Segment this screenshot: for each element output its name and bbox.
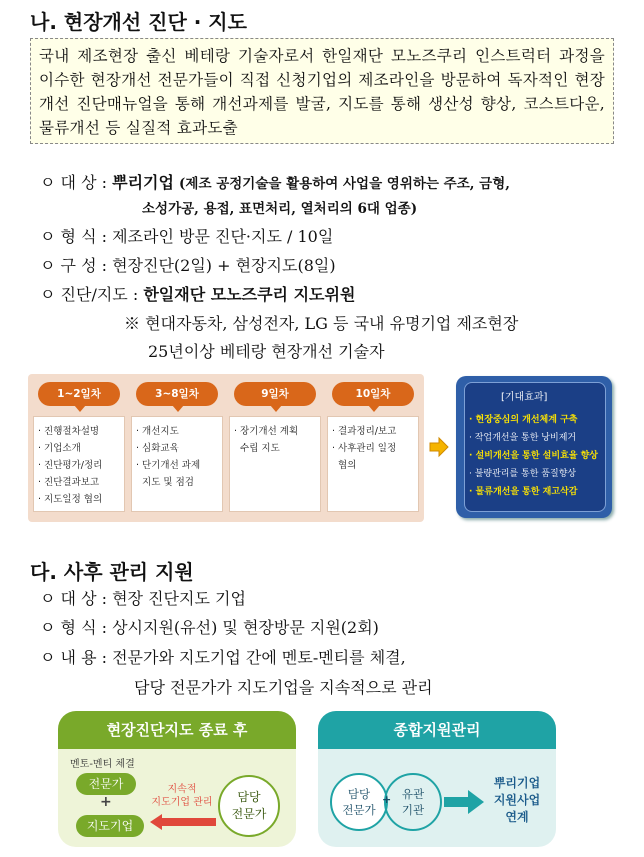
related-agency-circle — [384, 773, 442, 831]
arrow-label-line: 지속적 — [167, 784, 197, 795]
plus-sign: + — [382, 793, 392, 806]
composition-row: ㅇ 구 성 : 현장진단(2일) + 현장지도(8일) — [40, 256, 336, 275]
section-heading-na: 나. 현장개선 진단 · 지도 — [30, 10, 247, 34]
effect-item: · 물류개선을 통한 재고삭감 — [469, 487, 578, 497]
step-card — [229, 416, 321, 512]
effects-title: [기대효과] — [501, 392, 548, 403]
circle-line: 전문가 — [342, 803, 376, 817]
plus-sign: + — [100, 794, 112, 810]
section-heading-da: 다. 사후 관리 지원 — [30, 560, 194, 584]
assigned-expert-circle — [218, 775, 280, 837]
step-day-pill: 9일차 — [234, 382, 316, 406]
target-value: 뿌리기업 — [112, 173, 174, 192]
after-diagnosis-title: 현장진단지도 종료 후 — [58, 711, 296, 749]
step-item: · 심화교육 — [136, 443, 179, 454]
aftercare-content-row: ㅇ 내 용 : 전문가와 지도기업 간에 멘토-멘티를 체결, — [40, 648, 406, 667]
target-row — [40, 172, 510, 195]
arrow-right-icon — [428, 436, 450, 458]
format-row: ㅇ 형 식 : 제조라인 방문 진단·지도 / 10일 — [40, 227, 334, 246]
expected-effects-box — [456, 376, 612, 518]
step-item: 수립 지도 — [234, 443, 280, 454]
result-line: 지원사업 — [493, 793, 541, 807]
step-card — [327, 416, 419, 512]
effect-item: · 불량관리를 통한 품질향상 — [469, 469, 577, 479]
integrated-support-box — [318, 711, 556, 847]
result-line: 연계 — [505, 810, 529, 824]
step-item: · 진단평가/정리 — [38, 460, 103, 471]
aftercare-target-row: ㅇ 대 상 : 현장 진단지도 기업 — [40, 589, 246, 608]
consultant-row — [40, 284, 355, 306]
step-item: 지도 및 점검 — [136, 477, 194, 488]
step-item: · 장기개선 계획 — [234, 426, 299, 437]
step-day-pill: 3~8일차 — [136, 382, 218, 406]
step-item: · 결과정리/보고 — [332, 426, 397, 437]
arrow-label — [150, 783, 214, 809]
step-day-pill: 10일차 — [332, 382, 414, 406]
effect-item: · 설비개선을 통한 설비효율 향상 — [469, 451, 598, 461]
step-item: · 개선지도 — [136, 426, 179, 437]
step-item: · 진행절차설명 — [38, 426, 100, 437]
consultant-value: 한일재단 모노즈쿠리 지도위원 — [143, 285, 356, 304]
expert-pill: 전문가 — [76, 773, 136, 795]
step-card — [33, 416, 125, 512]
effect-item: · 현장중심의 개선체계 구축 — [469, 415, 578, 425]
intro-box: 국내 제조현장 출신 베테랑 기술자로서 한일재단 모노즈쿠리 인스트럭터 과정을 이수한 현장개선 전문가들이 직접 신청기업의 제조라인을 방문하여 독자적인 현장개선 진단매뉴얼을 통해 개선과제를 발굴, 지도를 통해 생산성 향상, 코스트다운, 물류개선 등 실질적 효과도출 — [30, 38, 614, 144]
step-item: · 사후관리 일정 — [332, 443, 397, 454]
circle-line: 담당 — [347, 787, 371, 801]
step-item: · 단기개선 과제 — [136, 460, 201, 471]
target-detail-2: 소성가공, 용접, 표면처리, 열처리의 6대 업종) — [142, 201, 418, 217]
effect-item: · 작업개선을 통한 낭비제거 — [469, 433, 577, 443]
after-diagnosis-box — [58, 711, 296, 847]
company-pill: 지도기업 — [76, 815, 144, 837]
circle-line: 전문가 — [231, 807, 267, 821]
expected-effects-panel — [464, 382, 606, 512]
mentor-label: 멘토-멘티 체결 — [70, 759, 135, 770]
step-item: · 진단결과보고 — [38, 477, 100, 488]
circle-line: 담당 — [237, 790, 261, 804]
arrow-right-icon — [444, 789, 484, 815]
consultant-label: ㅇ 진단/지도 : — [40, 285, 139, 304]
arrow-label-line: 지도기업 관리 — [151, 797, 213, 808]
step-item: · 기업소개 — [38, 443, 81, 454]
step-item: 협의 — [332, 460, 357, 471]
result-line: 뿌리기업 — [493, 776, 541, 790]
aftercare-format-row: ㅇ 형 식 : 상시지원(유선) 및 현장방문 지원(2회) — [40, 618, 379, 637]
circle-line: 유관 — [401, 787, 425, 801]
arrow-left-icon — [150, 813, 216, 831]
circle-line: 기관 — [401, 803, 425, 817]
note-line-1: ※ 현대자동차, 삼성전자, LG 등 국내 유명기업 제조현장 — [124, 314, 519, 333]
integrated-support-title: 종합지원관리 — [318, 711, 556, 749]
note-line-2: 25년이상 베테랑 현장개선 기술자 — [148, 342, 385, 361]
root-support-result — [482, 775, 552, 826]
assigned-expert-circle — [330, 773, 388, 831]
step-card — [131, 416, 223, 512]
aftercare-content-row-2: 담당 전문가가 지도기업을 지속적으로 관리 — [134, 678, 433, 697]
step-day-pill: 1~2일차 — [38, 382, 120, 406]
process-flow — [28, 374, 424, 522]
target-detail: (제조 공정기술을 활용하여 사업을 영위하는 주조, 금형, — [179, 176, 510, 192]
target-label: ㅇ 대 상 : — [40, 173, 108, 192]
step-item: · 지도일정 협의 — [38, 494, 103, 505]
